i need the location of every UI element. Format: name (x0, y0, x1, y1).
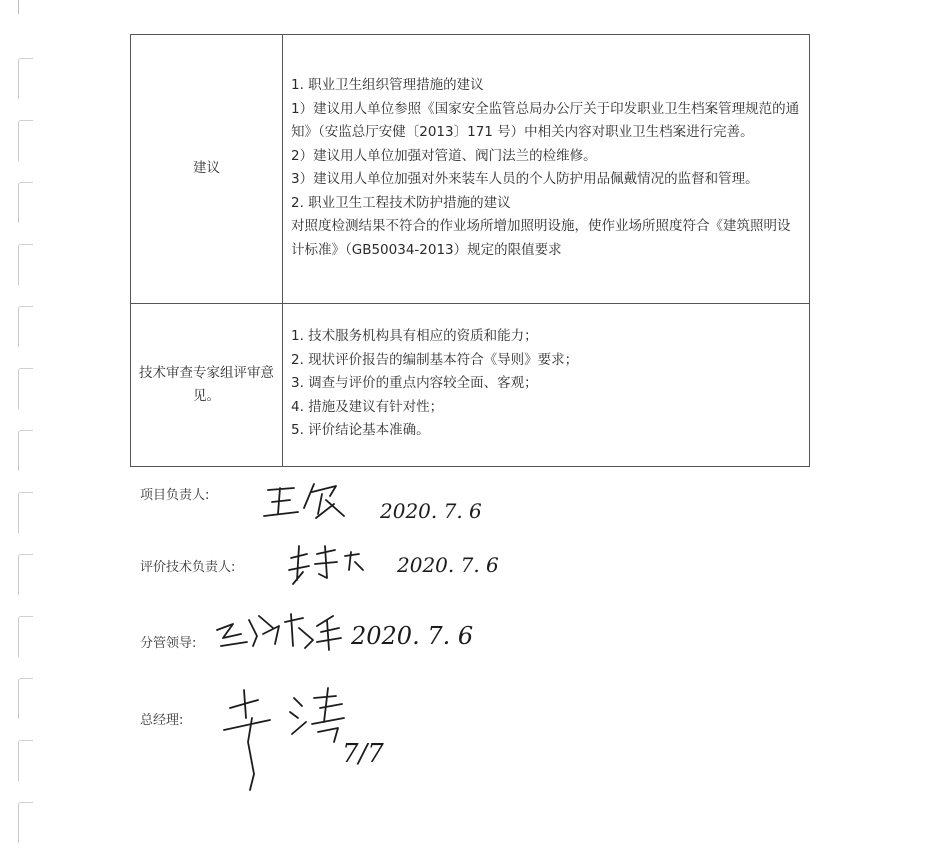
binding-hole (18, 182, 33, 223)
suggestion-line: 2）建议用人单位加强对管道、阀门法兰的检维修。 (291, 147, 597, 164)
project-leader-date: 2020. 7. 6 (380, 499, 482, 523)
binding-hole (18, 492, 33, 533)
opinion-line: 4. 措施及建议有针对性； (291, 398, 444, 415)
tech-leader-label: 评价技术负责人: (140, 560, 236, 575)
binding-hole (18, 430, 33, 471)
expert-opinion-label: 技术审查专家组评审意见。 (131, 304, 283, 467)
supervisor-label: 分管领导: (140, 636, 197, 651)
binding-hole (18, 120, 33, 161)
opinion-line: 2. 现状评价报告的编制基本符合《导则》要求； (291, 351, 579, 368)
binding-holes (18, 0, 38, 853)
binding-hole (18, 58, 33, 99)
review-table (130, 34, 810, 467)
table-row-suggestions (131, 35, 810, 304)
binding-hole (18, 244, 33, 285)
project-leader-label: 项目负责人: (140, 488, 210, 503)
suggestions-label: 建议 (131, 35, 283, 304)
general-manager-signature (210, 678, 430, 798)
binding-hole (18, 306, 33, 347)
tech-leader-date: 2020. 7. 6 (397, 553, 499, 577)
binding-hole (18, 368, 33, 409)
binding-hole (18, 740, 33, 781)
binding-hole (18, 678, 33, 719)
table-row-expert-opinion (131, 304, 810, 467)
suggestion-line: 3）建议用人单位加强对外来装车人员的个人防护用品佩戴情况的监督和管理。 (291, 171, 759, 187)
general-manager-date: 7/7 (342, 739, 384, 769)
suggestion-line: 2. 职业卫生工程技术防护措施的建议 (291, 194, 511, 211)
suggestion-line: 对照度检测结果不符合的作业场所增加照明设施，使作业场所照度符合《建筑照明设计标准》（GB50034-2013）规定的限值要求 (291, 218, 791, 258)
project-leader-signature (260, 478, 500, 526)
opinion-line: 3. 调查与评价的重点内容较全面、客观； (291, 375, 538, 392)
supervisor-signature (213, 606, 513, 658)
general-manager-label: 总经理: (140, 713, 184, 728)
opinion-line: 5. 评价结论基本准确。 (291, 422, 430, 439)
suggestion-line: 1. 职业卫生组织管理措施的建议 (291, 77, 484, 93)
expert-opinion-content (283, 304, 810, 467)
binding-mark (18, 0, 29, 14)
supervisor-date: 2020. 7. 6 (351, 622, 474, 650)
binding-hole (18, 554, 33, 595)
binding-hole (18, 802, 33, 843)
tech-leader-signature (285, 540, 545, 592)
suggestion-line: 1）建议用人单位参照《国家安全监管总局办公厅关于印发职业卫生档案管理规范的通知》（安监总厅安健〔2013〕171 号）中相关内容对职业卫生档案进行完善。 (291, 100, 800, 140)
opinion-line: 1. 技术服务机构具有相应的资质和能力； (291, 328, 538, 345)
suggestions-content (283, 35, 810, 304)
binding-hole (18, 616, 33, 657)
